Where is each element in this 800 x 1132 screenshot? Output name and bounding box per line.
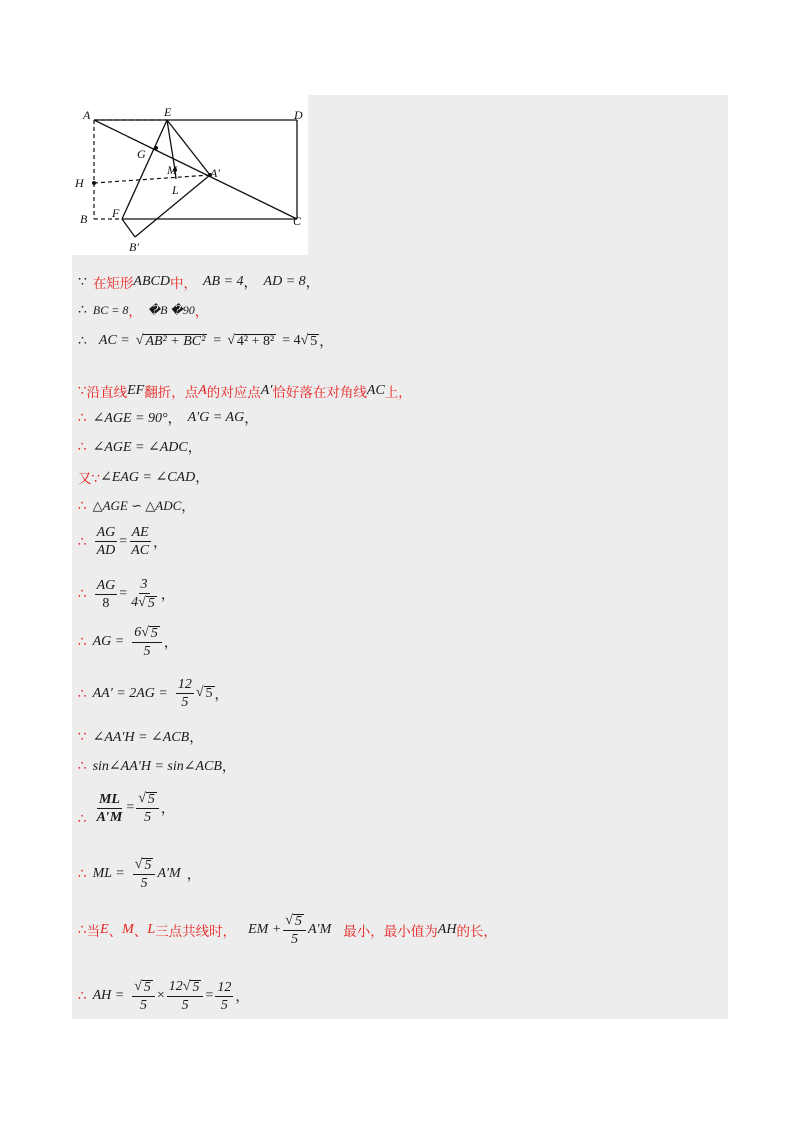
punct: ， bbox=[128, 304, 142, 320]
punct: ， bbox=[186, 868, 201, 883]
numerator: AE bbox=[131, 525, 149, 540]
therefore-symbol: ∴ bbox=[78, 439, 87, 455]
math: A′M bbox=[157, 866, 181, 881]
label-l: L bbox=[172, 183, 179, 197]
sqrt: √ 5 bbox=[300, 332, 318, 349]
proof-line-13 bbox=[78, 727, 203, 747]
punct: ， bbox=[243, 276, 258, 291]
label-m: M bbox=[167, 163, 177, 177]
fraction bbox=[95, 578, 118, 611]
math: = bbox=[119, 533, 128, 549]
proof-line-17 bbox=[78, 913, 497, 947]
therefore-symbol: ∴ bbox=[78, 333, 87, 349]
sqrt: √ 5 bbox=[138, 791, 155, 807]
numerator-coef: 12 bbox=[168, 979, 183, 994]
punct: ， bbox=[167, 412, 182, 427]
therefore-symbol: ∴ bbox=[78, 410, 87, 426]
denominator: 5 bbox=[140, 998, 148, 1013]
punct: ， bbox=[163, 636, 178, 651]
radicand: 4² + 8² bbox=[236, 333, 275, 349]
sqrt: √ 5 bbox=[141, 625, 158, 641]
fraction bbox=[95, 525, 118, 558]
punct: ， bbox=[153, 535, 168, 551]
therefore-symbol: ∴ bbox=[78, 302, 87, 318]
denominator: 5 bbox=[140, 876, 148, 891]
label-g: G bbox=[137, 147, 146, 161]
proof-line-15 bbox=[78, 789, 175, 827]
geometry-diagram bbox=[72, 95, 308, 255]
radicand: 5 bbox=[147, 792, 155, 807]
segment-ac bbox=[94, 120, 297, 219]
therefore-symbol: ∴ bbox=[78, 634, 87, 650]
punct: ， bbox=[195, 471, 210, 486]
fraction bbox=[215, 980, 233, 1013]
proof-line-18 bbox=[78, 979, 249, 1013]
sqrt: √ 5 bbox=[134, 857, 152, 873]
geometry-figure bbox=[72, 95, 308, 255]
punct: ， bbox=[189, 731, 204, 746]
proof-line-6 bbox=[78, 437, 202, 457]
text-red: 的长， bbox=[456, 924, 497, 940]
radicand: 5 bbox=[143, 980, 151, 995]
denominator: AD bbox=[96, 543, 116, 558]
proof-line-9 bbox=[78, 525, 167, 558]
math: AG = bbox=[92, 634, 125, 649]
text-red: 沿直线 bbox=[86, 385, 128, 401]
fraction bbox=[132, 625, 162, 659]
punct: ， bbox=[235, 990, 250, 1005]
punct: ， bbox=[194, 304, 209, 320]
denominator: A′M bbox=[96, 809, 123, 825]
sqrt: √ 5 bbox=[138, 595, 155, 611]
sqrt: √ 5 bbox=[195, 685, 213, 701]
label-b: B bbox=[80, 212, 88, 226]
proof-line-12 bbox=[78, 677, 229, 710]
label-e: E bbox=[164, 105, 172, 119]
denominator: AC bbox=[131, 543, 150, 558]
math: ABCD bbox=[133, 274, 170, 289]
math: ∠AGE = 90° bbox=[92, 410, 168, 426]
math: L bbox=[147, 922, 156, 937]
numerator: 12 bbox=[217, 979, 232, 995]
fraction bbox=[136, 791, 159, 825]
denominator: 5 bbox=[144, 810, 152, 825]
text-red: 的对应点 bbox=[206, 385, 261, 401]
label-d: D bbox=[294, 108, 303, 122]
therefore-symbol: ∴ bbox=[78, 988, 87, 1004]
proof-line-2 bbox=[78, 300, 208, 320]
text-red: 当 bbox=[86, 924, 101, 940]
label-a-prime: A′ bbox=[210, 166, 220, 180]
text-red: 上， bbox=[384, 385, 412, 401]
numerator: 12 bbox=[177, 677, 192, 692]
sqrt: √ AB² + BC² bbox=[135, 332, 206, 349]
radicand: 5 bbox=[205, 686, 213, 701]
fraction bbox=[132, 979, 155, 1013]
proof-line-14 bbox=[78, 756, 236, 776]
math: = bbox=[126, 800, 135, 815]
math: = bbox=[213, 333, 222, 348]
numerator: 3 bbox=[140, 577, 148, 592]
proof-line-5 bbox=[78, 408, 258, 428]
math: E bbox=[100, 922, 109, 937]
math: A′ bbox=[260, 383, 273, 398]
punct: ， bbox=[160, 802, 175, 817]
therefore-symbol: ∴ bbox=[78, 811, 87, 827]
text-red: 在矩形 bbox=[92, 276, 134, 292]
point-h bbox=[92, 181, 96, 185]
proof-line-10 bbox=[78, 577, 175, 611]
denominator: 5 bbox=[143, 644, 151, 659]
because-symbol: ∵ bbox=[78, 729, 87, 745]
math: AA′ = 2AG = bbox=[92, 685, 168, 701]
sqrt: √ 5 bbox=[134, 979, 151, 995]
fraction bbox=[95, 792, 125, 825]
math: = bbox=[119, 586, 128, 601]
fraction bbox=[129, 577, 159, 611]
math: ∠AA′H = ∠ACB bbox=[92, 729, 190, 745]
radicand: AB² + BC² bbox=[145, 333, 206, 349]
punct: ， bbox=[181, 500, 196, 515]
numerator-coef: 6 bbox=[134, 625, 142, 640]
sqrt: √ 5 bbox=[182, 979, 200, 995]
math: �B �90 bbox=[147, 302, 195, 317]
sqrt: √ 4² + 8² bbox=[227, 332, 275, 349]
math: BC = 8 bbox=[92, 302, 129, 317]
math: A′G = AG bbox=[187, 410, 245, 425]
denominator: 5 bbox=[181, 998, 189, 1013]
fraction bbox=[176, 677, 194, 710]
math: = 4 bbox=[282, 333, 301, 348]
text-red: 三点共线时， bbox=[155, 924, 237, 940]
label-a: A bbox=[83, 108, 91, 122]
label-b-prime: B′ bbox=[129, 240, 139, 254]
point-g bbox=[154, 146, 158, 150]
denominator: 5 bbox=[181, 695, 189, 710]
radicand: 5 bbox=[147, 596, 155, 611]
solution-panel bbox=[72, 95, 728, 1019]
numerator: ML bbox=[98, 791, 120, 807]
punct: ， bbox=[214, 687, 229, 703]
denominator-coef: 4 bbox=[131, 595, 139, 610]
radicand: 5 bbox=[144, 858, 152, 873]
math: AD = 8 bbox=[263, 274, 306, 289]
radicand: 5 bbox=[310, 333, 318, 349]
math: M bbox=[122, 922, 134, 937]
punct: ， bbox=[160, 588, 175, 603]
denominator: 5 bbox=[220, 997, 228, 1013]
denominator: 5 bbox=[291, 932, 299, 947]
fraction bbox=[133, 857, 156, 891]
math: △AGE ∽ △ADC bbox=[92, 498, 182, 513]
math: AH bbox=[437, 922, 457, 937]
proof-line-3 bbox=[78, 331, 333, 351]
therefore-symbol: ∴ bbox=[78, 586, 87, 602]
math: AB = 4 bbox=[202, 274, 244, 289]
text-red: 中， bbox=[169, 276, 197, 292]
proof-line-4 bbox=[78, 381, 412, 401]
math: EM + bbox=[248, 922, 282, 937]
because-symbol: ∵ bbox=[78, 383, 87, 399]
radicand: 5 bbox=[150, 626, 158, 641]
label-h: H bbox=[75, 176, 84, 190]
fraction bbox=[283, 913, 306, 947]
punct: ， bbox=[221, 760, 236, 775]
math: ∠AGE = ∠ADC bbox=[92, 439, 188, 455]
numerator: AG bbox=[96, 525, 116, 540]
sqrt: √ 5 bbox=[285, 913, 302, 929]
text-red: 翻折，点 bbox=[144, 385, 199, 401]
proof-line-11 bbox=[78, 625, 178, 659]
punct: ， bbox=[244, 412, 259, 427]
segment-ef bbox=[122, 120, 167, 219]
math: ∠EAG = ∠CAD bbox=[100, 469, 196, 485]
punct: ， bbox=[305, 276, 320, 291]
therefore-symbol: ∴ bbox=[78, 922, 87, 938]
therefore-symbol: ∴ bbox=[78, 758, 87, 774]
therefore-symbol: ∴ bbox=[78, 533, 87, 550]
segment-ha-prime-dashed bbox=[94, 175, 210, 183]
math: EF bbox=[127, 383, 145, 398]
segment-fb-prime bbox=[122, 219, 135, 237]
numerator: AG bbox=[96, 577, 116, 593]
therefore-symbol: ∴ bbox=[78, 866, 87, 882]
therefore-symbol: ∴ bbox=[78, 685, 87, 702]
radicand: 5 bbox=[192, 980, 200, 995]
math: A bbox=[198, 383, 207, 398]
radicand: 5 bbox=[294, 914, 302, 929]
text-red: 恰好落在对角线 bbox=[272, 385, 367, 401]
math: AH = bbox=[92, 988, 125, 1003]
because-symbol: 又∵ bbox=[78, 471, 101, 487]
therefore-symbol: ∴ bbox=[78, 498, 87, 514]
text-red: 最小，最小值为 bbox=[343, 924, 438, 940]
text-red: 、 bbox=[133, 924, 148, 940]
math: = bbox=[205, 988, 214, 1003]
denominator: 8 bbox=[102, 595, 110, 611]
math: ML = bbox=[92, 866, 125, 881]
fraction bbox=[167, 979, 204, 1013]
math: AC = bbox=[98, 333, 130, 348]
proof-line-16 bbox=[78, 857, 201, 891]
because-symbol: ∵ bbox=[78, 274, 87, 290]
punct: ， bbox=[187, 441, 202, 456]
fraction bbox=[129, 525, 151, 558]
label-f: F bbox=[112, 206, 120, 220]
proof-line-7 bbox=[78, 467, 209, 487]
math: A′M bbox=[307, 922, 332, 937]
label-c: C bbox=[293, 214, 302, 228]
punct: ， bbox=[319, 335, 334, 350]
math: sin∠AA′H = sin∠ACB bbox=[92, 758, 222, 774]
proof-line-8 bbox=[78, 496, 195, 516]
proof-line-1 bbox=[78, 272, 320, 292]
text-red: 、 bbox=[108, 924, 123, 940]
math: × bbox=[156, 988, 165, 1003]
math: AC bbox=[366, 383, 385, 398]
